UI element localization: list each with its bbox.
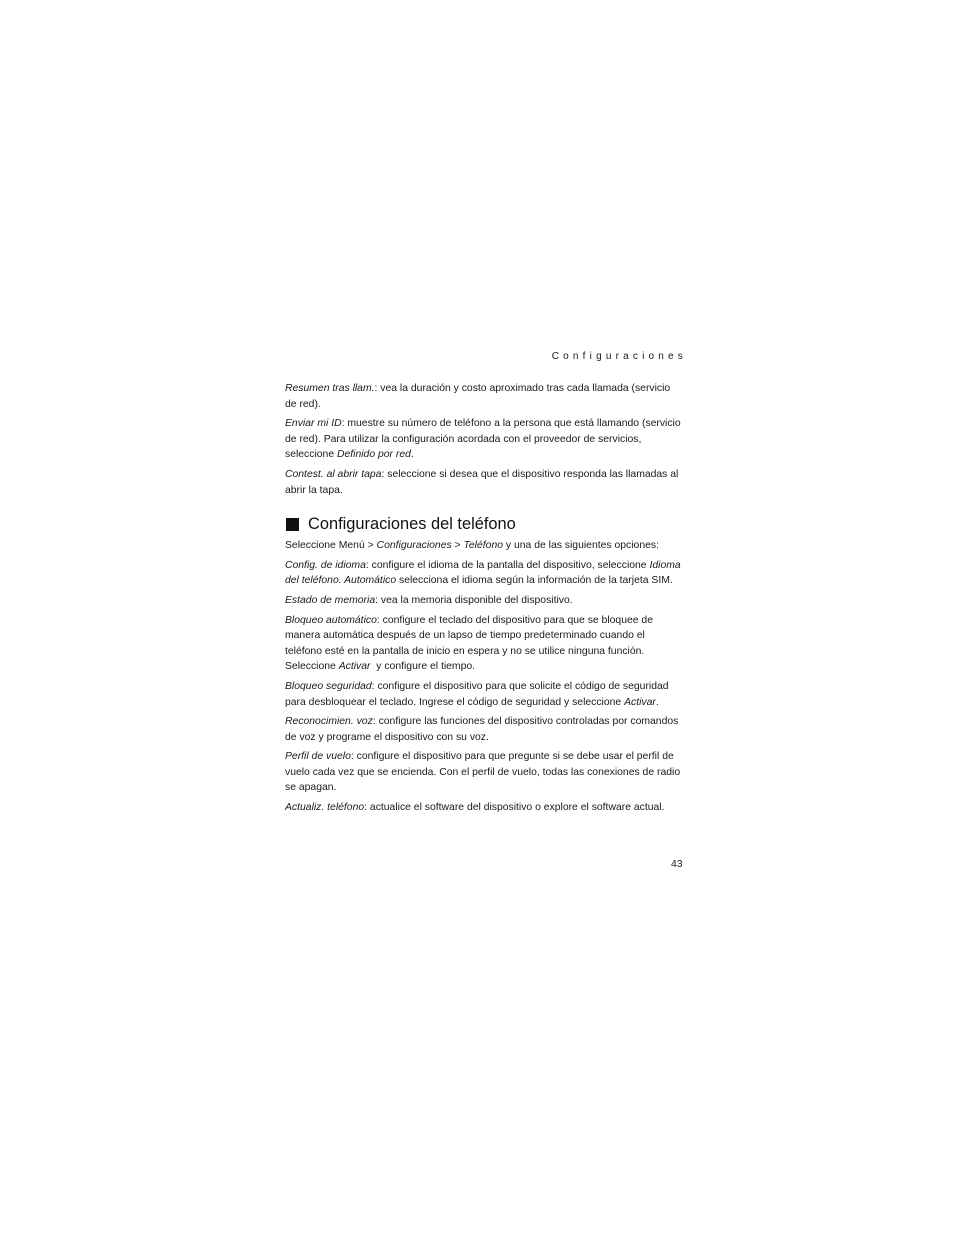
option-name: Activar bbox=[338, 661, 371, 673]
setting-description: : actualice el software del dispositivo o explore el software actual. bbox=[364, 802, 665, 814]
setting-config-de-idioma bbox=[285, 558, 683, 589]
setting-term: Resumen tras llam. bbox=[285, 383, 375, 394]
setting-description: y configure el tiempo. bbox=[370, 661, 476, 673]
menu-path-item: Teléfono bbox=[463, 540, 503, 552]
setting-description: : vea la memoria disponible del dispositivo. bbox=[375, 594, 573, 606]
setting-contest-al-abrir-tapa bbox=[285, 467, 683, 498]
setting-description: : configure el idioma de la pantalla del dispositivo, seleccione bbox=[365, 559, 650, 571]
setting-term: Enviar mi ID bbox=[285, 418, 342, 430]
menu-path-item: Configuraciones bbox=[376, 540, 452, 552]
setting-description: selecciona el idioma según la información de la tarjeta SIM. bbox=[396, 575, 673, 587]
punctuation: . bbox=[655, 696, 659, 708]
setting-description: : configure el dispositivo para que solicite el código de seguridad para desbloquear el teclado. Ingrese el código de seguridad y seleccione bbox=[285, 680, 669, 708]
setting-estado-de-memoria bbox=[285, 593, 683, 609]
intro-text: Seleccione bbox=[285, 540, 339, 552]
section-heading bbox=[285, 513, 683, 535]
setting-actualiz-telefono bbox=[285, 800, 683, 816]
setting-description: : seleccione si desea que el dispositivo responda las llamadas al abrir la tapa. bbox=[285, 468, 679, 496]
setting-bloqueo-automatico bbox=[285, 613, 683, 675]
setting-term: Perfil de vuelo bbox=[285, 751, 351, 763]
setting-description: : configure las funciones del dispositivo controladas por comandos de voz y programe el dispositivo con su voz. bbox=[285, 716, 679, 743]
setting-resumen-tras-llam bbox=[285, 381, 683, 412]
setting-term: Config. de idioma bbox=[285, 559, 366, 571]
setting-reconocimien-voz bbox=[285, 714, 683, 745]
running-head: Configuraciones bbox=[551, 351, 687, 362]
setting-term: Bloqueo automático bbox=[285, 614, 377, 626]
setting-enviar-mi-id bbox=[285, 416, 683, 463]
setting-term: Contest. al abrir tapa bbox=[285, 468, 382, 480]
punctuation: . bbox=[410, 449, 414, 461]
setting-description: : muestre su número de teléfono a la persona que está llamando (servicio de red). Para utilizar la configuración acordada con el proveedor de servicios, seleccione bbox=[285, 418, 681, 461]
intro-text: y una de las siguientes opciones: bbox=[503, 540, 659, 552]
menu-name: Menú bbox=[338, 540, 365, 552]
setting-term: Actualiz. teléfono bbox=[285, 802, 365, 814]
setting-description: : vea la duración y costo aproximado tras cada llamada (servicio de red). bbox=[285, 383, 671, 410]
setting-perfil-de-vuelo bbox=[285, 749, 683, 796]
option-name: Activar bbox=[624, 696, 656, 708]
setting-description: : configure el teclado del dispositivo para que se bloquee de manera automática después de un lapso de tiempo predeterminado cuando el teléfono esté en la pantalla de inicio en espera y no se utilice ninguna función. Seleccione bbox=[285, 614, 653, 673]
option-name: Idioma del teléfono. Automático bbox=[285, 559, 681, 587]
path-separator: > bbox=[451, 540, 464, 552]
page-content bbox=[285, 350, 687, 820]
section-intro bbox=[285, 538, 683, 554]
path-separator: > bbox=[364, 540, 377, 552]
setting-term: Estado de memoria bbox=[285, 594, 376, 606]
option-name: Definido por red bbox=[336, 449, 411, 461]
page-number: 43 bbox=[671, 859, 683, 870]
setting-description: : configure el dispositivo para que pregunte si se debe usar el perfil de vuelo cada vez que se encienda. Con el perfil de vuelo, todas las conexiones de radio se apagan. bbox=[285, 751, 681, 794]
setting-term: Reconocimien. voz bbox=[285, 716, 373, 728]
setting-term: Bloqueo seguridad bbox=[285, 680, 372, 692]
square-bullet-icon bbox=[286, 518, 299, 531]
section-title: Configuraciones del teléfono bbox=[308, 515, 516, 534]
setting-bloqueo-seguridad bbox=[285, 679, 683, 710]
